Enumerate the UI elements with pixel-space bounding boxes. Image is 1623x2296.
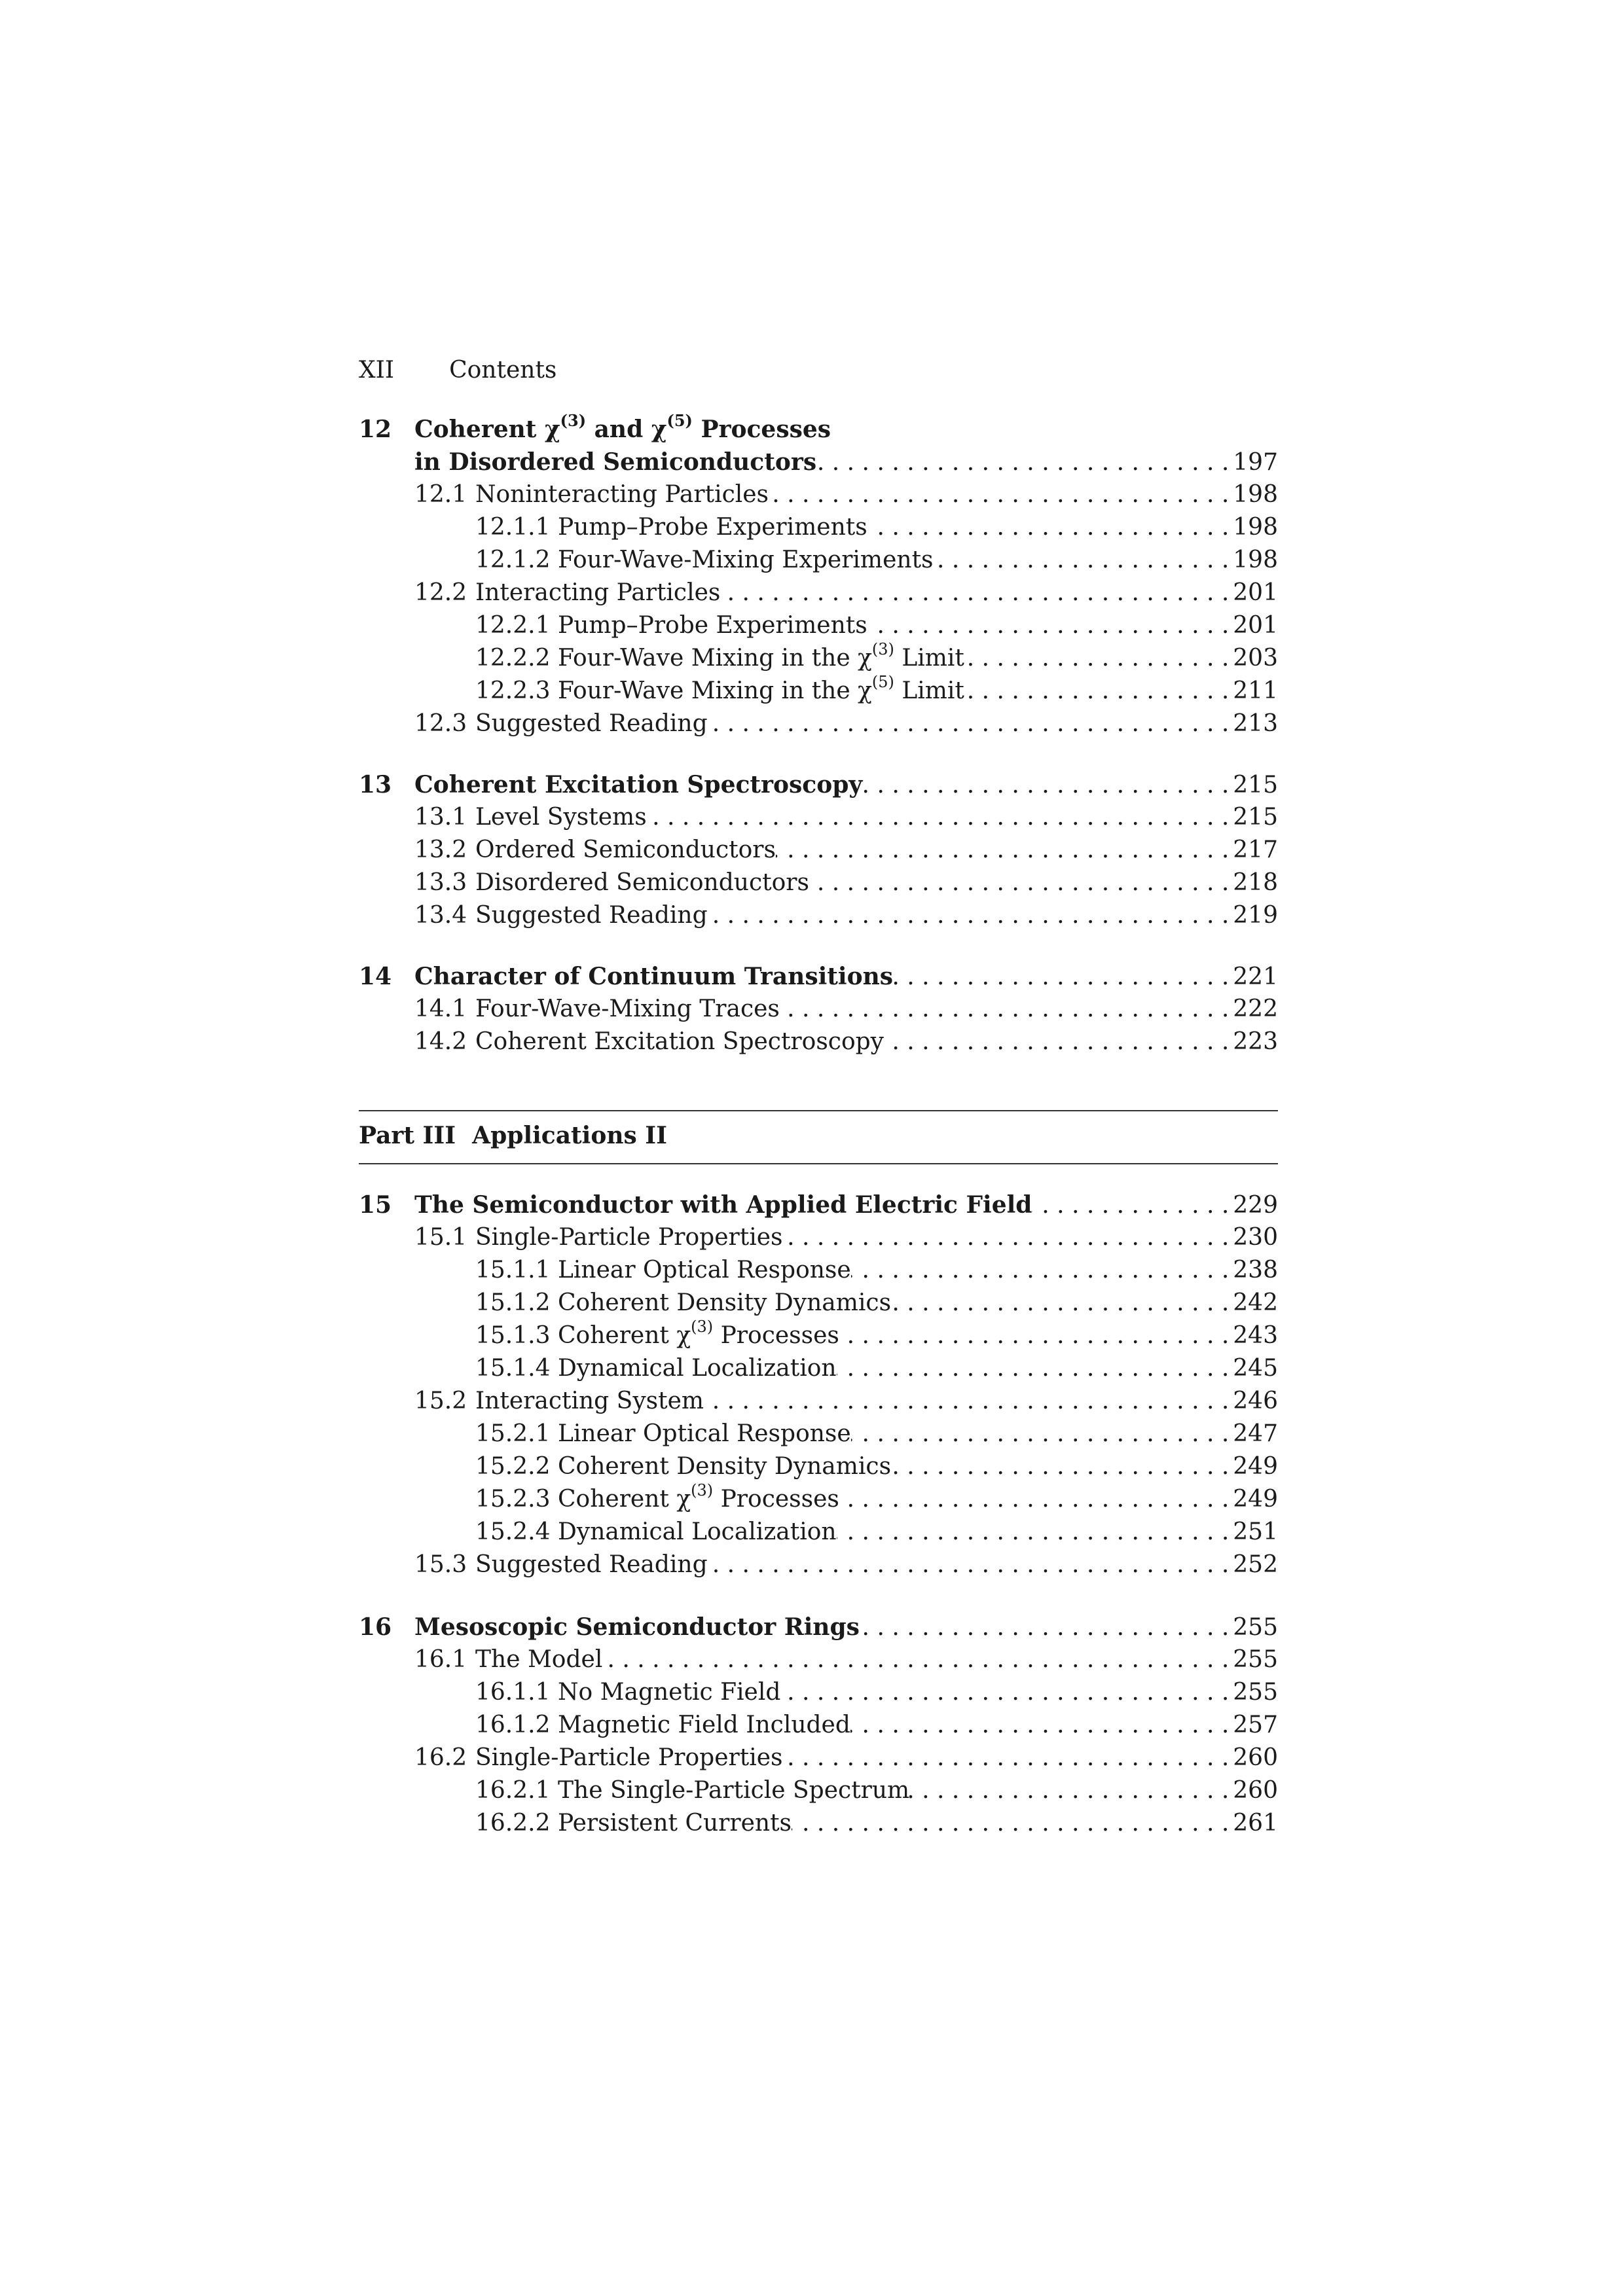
title-text: Four-Wave Mixing in the χ xyxy=(558,677,872,704)
entry-number: 15.1.1 xyxy=(475,1257,551,1283)
entry-title xyxy=(414,413,831,446)
page-ref: 243 xyxy=(1233,1322,1278,1349)
dot-leader xyxy=(837,1516,1233,1549)
page-ref: 215 xyxy=(1233,772,1278,798)
toc-subsection-entry[interactable] xyxy=(359,511,1278,544)
toc-subsection-entry[interactable] xyxy=(359,1450,1278,1483)
title-text: Suggested Reading xyxy=(475,902,708,929)
entry-number: 15.2.3 xyxy=(475,1486,551,1513)
toc-subsection-entry[interactable] xyxy=(359,1676,1278,1709)
entry-title xyxy=(475,708,708,740)
page-ref: 249 xyxy=(1233,1453,1278,1480)
toc-chapter-entry[interactable] xyxy=(359,446,1278,478)
dot-leader xyxy=(839,1319,1233,1352)
toc-subsection-entry[interactable] xyxy=(359,1774,1278,1807)
toc-section-entry[interactable] xyxy=(359,577,1278,609)
toc-subsection-entry[interactable] xyxy=(359,1709,1278,1742)
dot-leader xyxy=(780,1676,1233,1709)
entry-title xyxy=(475,867,809,899)
title-text: Processes xyxy=(713,1322,839,1349)
entry-title xyxy=(475,1643,602,1676)
dot-leader xyxy=(867,511,1233,544)
page-ref: 251 xyxy=(1233,1518,1278,1545)
dot-leader xyxy=(769,478,1233,511)
dot-leader xyxy=(891,1450,1233,1483)
page-ref: 217 xyxy=(1233,836,1278,863)
dot-leader xyxy=(964,675,1233,708)
page-ref: 249 xyxy=(1233,1486,1278,1513)
page-ref: 261 xyxy=(1233,1810,1278,1837)
toc-subsection-entry[interactable] xyxy=(359,1807,1278,1840)
entry-title xyxy=(558,642,964,675)
entry-number: 15.1.2 xyxy=(475,1289,551,1316)
toc-chapter-block xyxy=(359,1611,1278,1840)
page-ref: 201 xyxy=(1233,579,1278,606)
entry-number: 12.1 xyxy=(414,481,467,508)
page-ref: 255 xyxy=(1233,1646,1278,1673)
title-text: Suggested Reading xyxy=(475,1551,708,1578)
toc-section-entry[interactable] xyxy=(359,1385,1278,1418)
entry-title xyxy=(475,478,769,511)
toc-subsection-entry[interactable] xyxy=(359,1319,1278,1352)
title-text: in Disordered Semiconductors xyxy=(414,448,817,476)
toc-chapter-block xyxy=(359,1189,1278,1581)
entry-number: 13.4 xyxy=(414,902,467,929)
entry-number: 12.2.3 xyxy=(475,677,551,704)
page-ref: 245 xyxy=(1233,1355,1278,1382)
entry-number: 16.2 xyxy=(414,1744,467,1771)
toc-chapter-block xyxy=(359,413,1278,740)
title-text: Noninteracting Particles xyxy=(475,481,769,508)
entry-title xyxy=(414,768,862,801)
entry-title xyxy=(475,834,776,867)
toc-chapter-entry[interactable] xyxy=(359,1189,1278,1221)
dot-leader xyxy=(783,1221,1233,1254)
entry-title xyxy=(475,801,647,834)
entry-title xyxy=(558,1774,909,1807)
title-text: Linear Optical Response xyxy=(558,1420,851,1447)
dot-leader xyxy=(816,446,1233,479)
superscript: (3) xyxy=(560,411,587,430)
toc-subsection-entry[interactable] xyxy=(359,609,1278,642)
title-text: Four-Wave-Mixing Experiments xyxy=(558,547,934,573)
page-ref: 246 xyxy=(1233,1388,1278,1414)
dot-leader xyxy=(839,1483,1233,1516)
dot-leader xyxy=(602,1643,1233,1676)
entry-title xyxy=(558,1676,780,1709)
entry-number: 16.2.2 xyxy=(475,1810,551,1837)
page-ref: 238 xyxy=(1233,1257,1278,1283)
entry-title xyxy=(558,1319,839,1352)
entry-title xyxy=(475,899,708,932)
title-text: Linear Optical Response xyxy=(558,1257,851,1283)
superscript: (3) xyxy=(691,1318,714,1336)
dot-leader xyxy=(647,801,1233,834)
entry-number: 15.1 xyxy=(414,1224,467,1251)
toc-subsection-entry[interactable] xyxy=(359,1352,1278,1385)
dot-leader xyxy=(964,642,1233,675)
dot-leader xyxy=(776,834,1233,867)
entry-title xyxy=(558,1418,851,1450)
entry-number: 15.2.1 xyxy=(475,1420,551,1447)
entry-number: 12.2.1 xyxy=(475,612,551,639)
page-ref: 198 xyxy=(1233,514,1278,541)
title-text: Persistent Currents xyxy=(558,1810,792,1837)
title-text: Magnetic Field Included xyxy=(558,1712,850,1738)
entry-number: 13 xyxy=(359,771,392,798)
title-text: Coherent Density Dynamics xyxy=(558,1289,892,1316)
page-ref: 211 xyxy=(1233,677,1278,704)
title-text: Dynamical Localization xyxy=(558,1518,837,1545)
dot-leader xyxy=(837,1352,1233,1385)
dot-leader xyxy=(851,1254,1233,1287)
entry-title xyxy=(475,1549,708,1581)
entry-number: 16.1.1 xyxy=(475,1679,551,1706)
title-text: Level Systems xyxy=(475,804,647,831)
dot-leader xyxy=(792,1807,1233,1840)
toc-subsection-entry[interactable] xyxy=(359,642,1278,675)
page-number: XII xyxy=(359,357,395,384)
dot-leader xyxy=(780,993,1233,1026)
toc-subsection-entry[interactable] xyxy=(359,544,1278,577)
entry-number: 14 xyxy=(359,963,392,990)
entry-number: 15.3 xyxy=(414,1551,467,1578)
entry-number: 12.2.2 xyxy=(475,645,551,672)
toc-section-entry[interactable] xyxy=(359,1549,1278,1581)
toc-subsection-entry[interactable] xyxy=(359,1516,1278,1549)
title-text: Pump–Probe Experiments xyxy=(558,612,867,639)
superscript: (3) xyxy=(871,640,894,658)
dot-leader xyxy=(891,1287,1233,1319)
toc-section-entry[interactable] xyxy=(359,834,1278,867)
dot-leader xyxy=(708,1549,1233,1581)
page-ref: 247 xyxy=(1233,1420,1278,1447)
dot-leader xyxy=(893,961,1233,994)
title-text: Mesoscopic Semiconductor Rings xyxy=(414,1613,860,1641)
entry-title xyxy=(558,1516,837,1549)
title-text: Four-Wave Mixing in the χ xyxy=(558,645,872,672)
entry-number: 14.2 xyxy=(414,1028,467,1055)
entry-title xyxy=(558,1450,891,1483)
title-text: Suggested Reading xyxy=(475,710,708,737)
entry-title xyxy=(558,1352,837,1385)
page-ref: 215 xyxy=(1233,804,1278,831)
entry-number: 14.1 xyxy=(414,996,467,1022)
toc-chapter-entry[interactable] xyxy=(359,413,1278,446)
page-ref: 230 xyxy=(1233,1224,1278,1251)
dot-leader xyxy=(862,769,1233,802)
superscript: (5) xyxy=(871,673,894,691)
part-rule-bottom xyxy=(359,1163,1278,1164)
entry-title xyxy=(558,511,867,544)
page-ref: 198 xyxy=(1233,481,1278,508)
running-header xyxy=(359,354,556,387)
entry-title xyxy=(558,675,964,708)
entry-title xyxy=(414,1189,1032,1221)
entry-title xyxy=(414,960,893,993)
entry-number: 15 xyxy=(359,1191,392,1219)
title-text: The Semiconductor with Applied Electric Field xyxy=(414,1191,1032,1219)
page-ref: 255 xyxy=(1233,1679,1278,1706)
entry-title xyxy=(558,1287,891,1319)
entry-number: 15.2 xyxy=(414,1388,467,1414)
title-text: The Single-Particle Spectrum xyxy=(558,1777,910,1804)
page-ref: 229 xyxy=(1233,1192,1278,1219)
part-heading: Part III Applications II xyxy=(359,1122,667,1149)
dot-leader xyxy=(850,1709,1233,1742)
entry-number: 16.1.2 xyxy=(475,1712,551,1738)
title-text: Limit xyxy=(894,677,964,704)
part-rule-top xyxy=(359,1110,1278,1111)
dot-leader xyxy=(860,1611,1233,1644)
entry-title xyxy=(558,544,934,577)
entry-number: 16.1 xyxy=(414,1646,467,1673)
toc-section-entry[interactable] xyxy=(359,867,1278,899)
entry-number: 13.1 xyxy=(414,804,467,831)
page-ref: 222 xyxy=(1233,996,1278,1022)
toc-subsection-entry[interactable] xyxy=(359,1483,1278,1516)
toc-section-entry[interactable] xyxy=(359,993,1278,1026)
title-text: Single-Particle Properties xyxy=(475,1744,783,1771)
entry-title xyxy=(558,1807,792,1840)
entry-number: 12.1.2 xyxy=(475,547,551,573)
superscript: (3) xyxy=(691,1481,714,1499)
dot-leader xyxy=(1032,1189,1233,1222)
entry-title xyxy=(558,1483,839,1516)
page-ref: 257 xyxy=(1233,1712,1278,1738)
page-ref: 203 xyxy=(1233,645,1278,672)
dot-leader xyxy=(720,577,1233,609)
page-ref: 218 xyxy=(1233,869,1278,896)
dot-leader xyxy=(909,1774,1233,1807)
dot-leader xyxy=(783,1742,1233,1774)
title-text: Coherent χ xyxy=(558,1486,691,1513)
toc-section-entry[interactable] xyxy=(359,1742,1278,1774)
dot-leader xyxy=(934,544,1233,577)
toc-subsection-entry[interactable] xyxy=(359,675,1278,708)
entry-title xyxy=(558,609,867,642)
title-text: and χ xyxy=(586,416,667,443)
page-ref: 221 xyxy=(1233,963,1278,990)
toc-chapter-block xyxy=(359,960,1278,1058)
entry-title xyxy=(475,1742,783,1774)
toc-section-entry[interactable] xyxy=(359,801,1278,834)
entry-number: 12.3 xyxy=(414,710,467,737)
title-text: Coherent Excitation Spectroscopy xyxy=(414,771,863,798)
page-ref: 219 xyxy=(1233,902,1278,929)
toc-chapter-entry[interactable] xyxy=(359,1611,1278,1643)
toc-section-entry[interactable] xyxy=(359,478,1278,511)
entry-number: 16 xyxy=(359,1613,392,1641)
toc-subsection-entry[interactable] xyxy=(359,1287,1278,1319)
entry-title xyxy=(475,1385,704,1418)
toc-chapter-entry[interactable] xyxy=(359,768,1278,801)
entry-number: 12 xyxy=(359,416,392,443)
entry-number: 13.3 xyxy=(414,869,467,896)
title-text: Limit xyxy=(894,645,964,672)
title-text: Dynamical Localization xyxy=(558,1355,837,1382)
toc-chapter-block xyxy=(359,768,1278,932)
page-ref: 260 xyxy=(1233,1744,1278,1771)
page-ref: 252 xyxy=(1233,1551,1278,1578)
page-ref: 198 xyxy=(1233,547,1278,573)
entry-title xyxy=(414,446,816,478)
toc-section-entry[interactable] xyxy=(359,1026,1278,1058)
toc-chapter-entry[interactable] xyxy=(359,960,1278,993)
toc-subsection-entry[interactable] xyxy=(359,1418,1278,1450)
entry-title xyxy=(558,1709,850,1742)
dot-leader xyxy=(708,708,1233,740)
title-text: Processes xyxy=(713,1486,839,1513)
entry-number: 16.2.1 xyxy=(475,1777,551,1804)
title-text: Coherent Density Dynamics xyxy=(558,1453,892,1480)
title-text: Coherent χ xyxy=(558,1322,691,1349)
title-text: The Model xyxy=(475,1646,603,1673)
dot-leader xyxy=(851,1418,1233,1450)
title-text: Ordered Semiconductors xyxy=(475,836,776,863)
entry-number: 12.1.1 xyxy=(475,514,551,541)
entry-title xyxy=(558,1254,851,1287)
page-ref: 242 xyxy=(1233,1289,1278,1316)
entry-title xyxy=(475,1026,884,1058)
title-text: No Magnetic Field xyxy=(558,1679,781,1706)
entry-number: 15.2.4 xyxy=(475,1518,551,1545)
title-text: Interacting System xyxy=(475,1388,704,1414)
title-text: Interacting Particles xyxy=(475,579,721,606)
dot-leader xyxy=(708,899,1233,932)
dot-leader xyxy=(704,1385,1233,1418)
page-ref: 201 xyxy=(1233,612,1278,639)
page-ref: 197 xyxy=(1233,449,1278,476)
toc-section-entry[interactable] xyxy=(359,708,1278,740)
toc-section-entry[interactable] xyxy=(359,1643,1278,1676)
entry-title xyxy=(475,1221,783,1254)
toc-subsection-entry[interactable] xyxy=(359,1254,1278,1287)
entry-title xyxy=(475,577,720,609)
superscript: (5) xyxy=(666,411,693,430)
page-ref: 255 xyxy=(1233,1614,1278,1641)
page-ref: 213 xyxy=(1233,710,1278,737)
title-text: Character of Continuum Transitions xyxy=(414,963,894,990)
title-text: Single-Particle Properties xyxy=(475,1224,783,1251)
page-ref: 223 xyxy=(1233,1028,1278,1055)
toc-section-entry[interactable] xyxy=(359,899,1278,932)
dot-leader xyxy=(884,1026,1233,1058)
title-text: Four-Wave-Mixing Traces xyxy=(475,996,780,1022)
running-title: Contents xyxy=(449,357,557,384)
entry-title xyxy=(414,1611,860,1643)
entry-number: 15.1.4 xyxy=(475,1355,551,1382)
title-text: Coherent χ xyxy=(414,416,560,443)
entry-number: 15.2.2 xyxy=(475,1453,551,1480)
title-text: Pump–Probe Experiments xyxy=(558,514,867,541)
title-text: Processes xyxy=(692,416,831,443)
title-text: Coherent Excitation Spectroscopy xyxy=(475,1028,884,1055)
entry-number: 12.2 xyxy=(414,579,467,606)
entry-number: 15.1.3 xyxy=(475,1322,551,1349)
entry-number: 13.2 xyxy=(414,836,467,863)
toc-section-entry[interactable] xyxy=(359,1221,1278,1254)
entry-title xyxy=(475,993,780,1026)
title-text: Disordered Semiconductors xyxy=(475,869,809,896)
page-ref: 260 xyxy=(1233,1777,1278,1804)
dot-leader xyxy=(809,867,1233,899)
dot-leader xyxy=(867,609,1233,642)
